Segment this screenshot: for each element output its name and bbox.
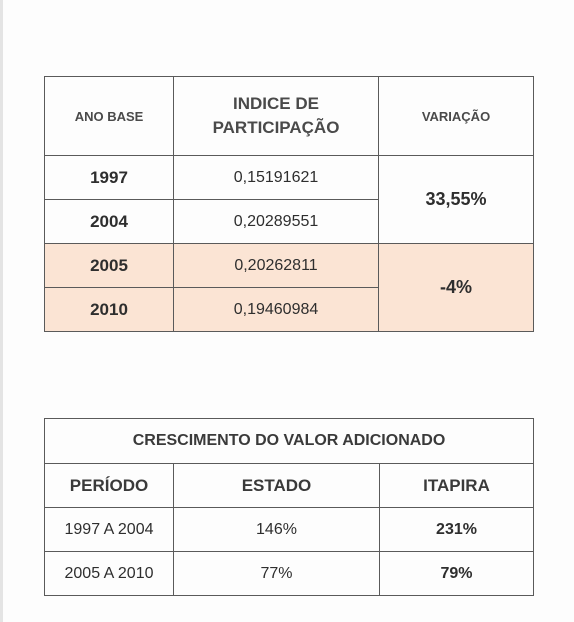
itapira-cell: 231%: [380, 508, 534, 552]
header-indice-participacao: [174, 77, 379, 156]
estado-cell: 77%: [174, 552, 380, 596]
index-cell: 0,19460984: [174, 288, 379, 332]
header-indice-line2: PARTICIPAÇÃO: [212, 118, 340, 137]
growth-table-title: CRESCIMENTO DO VALOR ADICIONADO: [45, 419, 534, 464]
periodo-cell: 2005 A 2010: [45, 552, 174, 596]
header-periodo: PERÍODO: [45, 464, 174, 508]
participation-table: [44, 76, 534, 332]
header-indice-line1: INDICE DE: [233, 94, 319, 113]
table-row: [45, 156, 534, 200]
year-cell: 2010: [45, 288, 174, 332]
table-row: [45, 244, 534, 288]
variation-cell: 33,55%: [379, 156, 534, 244]
table-row: [45, 552, 534, 596]
year-cell: 2004: [45, 200, 174, 244]
header-variacao: VARIAÇÃO: [379, 77, 534, 156]
growth-table: [44, 418, 534, 596]
itapira-cell: 79%: [380, 552, 534, 596]
periodo-cell: 1997 A 2004: [45, 508, 174, 552]
table-row: [45, 508, 534, 552]
variation-cell: -4%: [379, 244, 534, 332]
growth-header-row: [45, 464, 534, 508]
index-cell: 0,20289551: [174, 200, 379, 244]
estado-cell: 146%: [174, 508, 380, 552]
year-cell: 2005: [45, 244, 174, 288]
index-cell: 0,20262811: [174, 244, 379, 288]
page-edge: [0, 0, 3, 622]
index-cell: 0,15191621: [174, 156, 379, 200]
header-estado: ESTADO: [174, 464, 380, 508]
header-ano-base: ANO BASE: [45, 77, 174, 156]
participation-header-row: [45, 77, 534, 156]
header-itapira: ITAPIRA: [380, 464, 534, 508]
year-cell: 1997: [45, 156, 174, 200]
growth-title-row: [45, 419, 534, 464]
